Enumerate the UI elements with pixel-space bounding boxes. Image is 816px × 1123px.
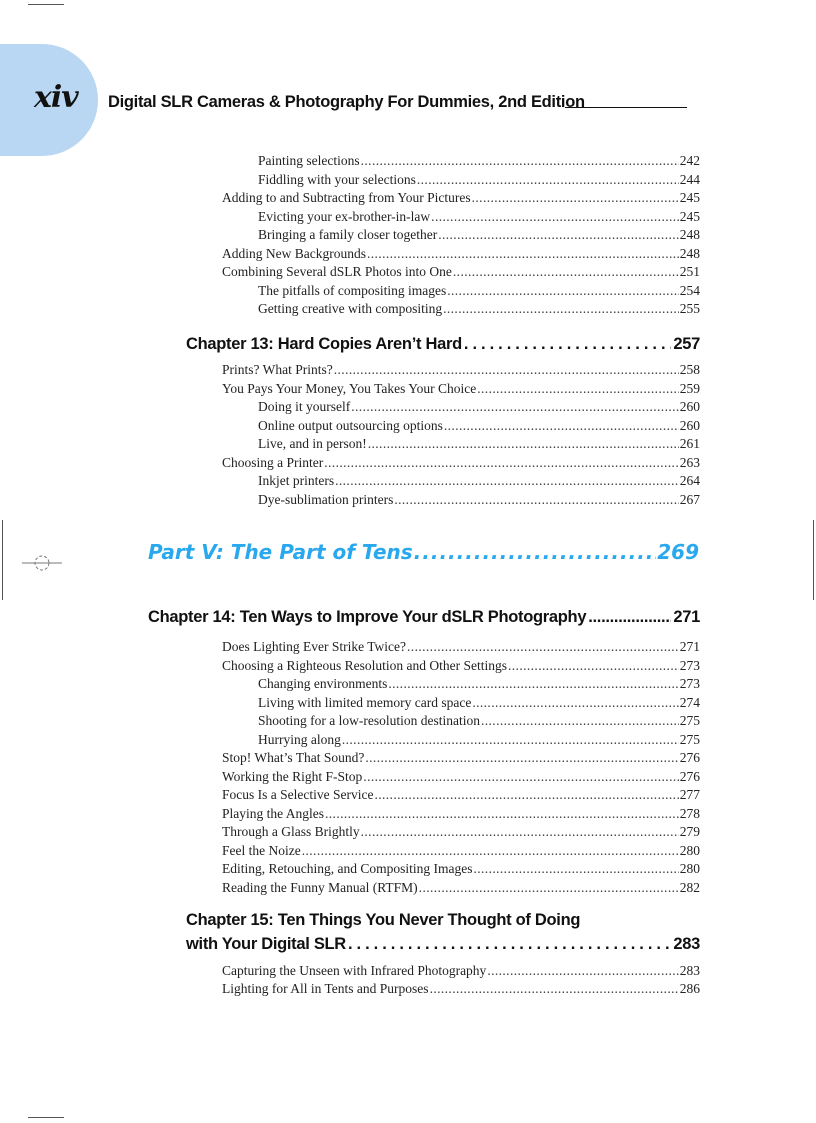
toc-entry: Lighting for All in Tents and Purposes ..... 286 <box>222 980 700 998</box>
toc-entry: Combining Several dSLR Photos into One ..... 251 <box>222 263 700 281</box>
toc-entry: Through a Glass Brightly ..... 279 <box>222 823 700 841</box>
header-rule <box>565 107 687 108</box>
crop-mark <box>2 520 3 600</box>
toc-entry: The pitfalls of compositing images ..... 254 <box>258 282 700 300</box>
toc-entry: Painting selections ..... 242 <box>258 152 700 170</box>
toc-entry: You Pays Your Money, You Takes Your Choice ..... 259 <box>222 380 700 398</box>
toc-entry: Choosing a Righteous Resolution and Other Settings ..... 273 <box>222 657 700 675</box>
toc-entry: Focus Is a Selective Service ..... 277 <box>222 786 700 804</box>
toc-entry: Fiddling with your selections ..... 244 <box>258 171 700 189</box>
toc-entry: Prints? What Prints? ..... 258 <box>222 361 700 379</box>
chapter-15-heading-line2: with Your Digital SLR . . . 283 <box>186 933 700 955</box>
chapter-15-heading-line1: Chapter 15: Ten Things You Never Thought of Doing <box>186 911 581 929</box>
toc-entry: Editing, Retouching, and Compositing Images ..... 280 <box>222 860 700 878</box>
toc-entry: Does Lighting Ever Strike Twice? ..... 271 <box>222 638 700 656</box>
crop-mark <box>813 520 814 600</box>
toc-entry: Live, and in person! ..... 261 <box>258 435 700 453</box>
toc-entry: Choosing a Printer ..... 263 <box>222 454 700 472</box>
toc-entry: Adding New Backgrounds ..... 248 <box>222 245 700 263</box>
chapter-14-heading: Chapter 14: Ten Ways to Improve Your dSLR Photography ..... 271 <box>148 606 700 628</box>
toc-entry: Hurrying along ..... 275 <box>258 731 700 749</box>
chapter-13-heading: Chapter 13: Hard Copies Aren’t Hard . . . 257 <box>186 333 700 355</box>
toc-entry: Shooting for a low-resolution destination ..... 275 <box>258 712 700 730</box>
toc-entry: Reading the Funny Manual (RTFM) ..... 282 <box>222 879 700 897</box>
toc-entry: Adding to and Subtracting from Your Pictures ..... 245 <box>222 189 700 207</box>
toc-entry: Dye-sublimation printers ..... 267 <box>258 491 700 509</box>
crop-mark <box>28 1117 64 1118</box>
toc-entry: Feel the Noize ..... 280 <box>222 842 700 860</box>
toc-entry: Living with limited memory card space ..... 274 <box>258 694 700 712</box>
toc-entry: Evicting your ex-brother-in-law ..... 245 <box>258 208 700 226</box>
running-head: Digital SLR Cameras & Photography For Dummies, 2nd Edition <box>108 93 585 111</box>
part-5-heading: Part V: The Part of Tens ..... 269 <box>148 538 699 566</box>
toc-entry: Working the Right F-Stop ..... 276 <box>222 768 700 786</box>
toc-entry: Getting creative with compositing ..... 255 <box>258 300 700 318</box>
toc-entry: Inkjet printers ..... 264 <box>258 472 700 490</box>
toc-entry: Doing it yourself ..... 260 <box>258 398 700 416</box>
toc-entry: Changing environments ..... 273 <box>258 675 700 693</box>
toc-entry: Capturing the Unseen with Infrared Photography ..... 283 <box>222 962 700 980</box>
crop-mark <box>28 4 64 5</box>
toc-entry: Bringing a family closer together ..... 248 <box>258 226 700 244</box>
toc-entry: Stop! What’s That Sound? ..... 276 <box>222 749 700 767</box>
registration-mark <box>22 553 62 573</box>
toc-entry: Playing the Angles ..... 278 <box>222 805 700 823</box>
page-number: xiv <box>34 80 78 115</box>
toc-entry: Online output outsourcing options ..... 260 <box>258 417 700 435</box>
